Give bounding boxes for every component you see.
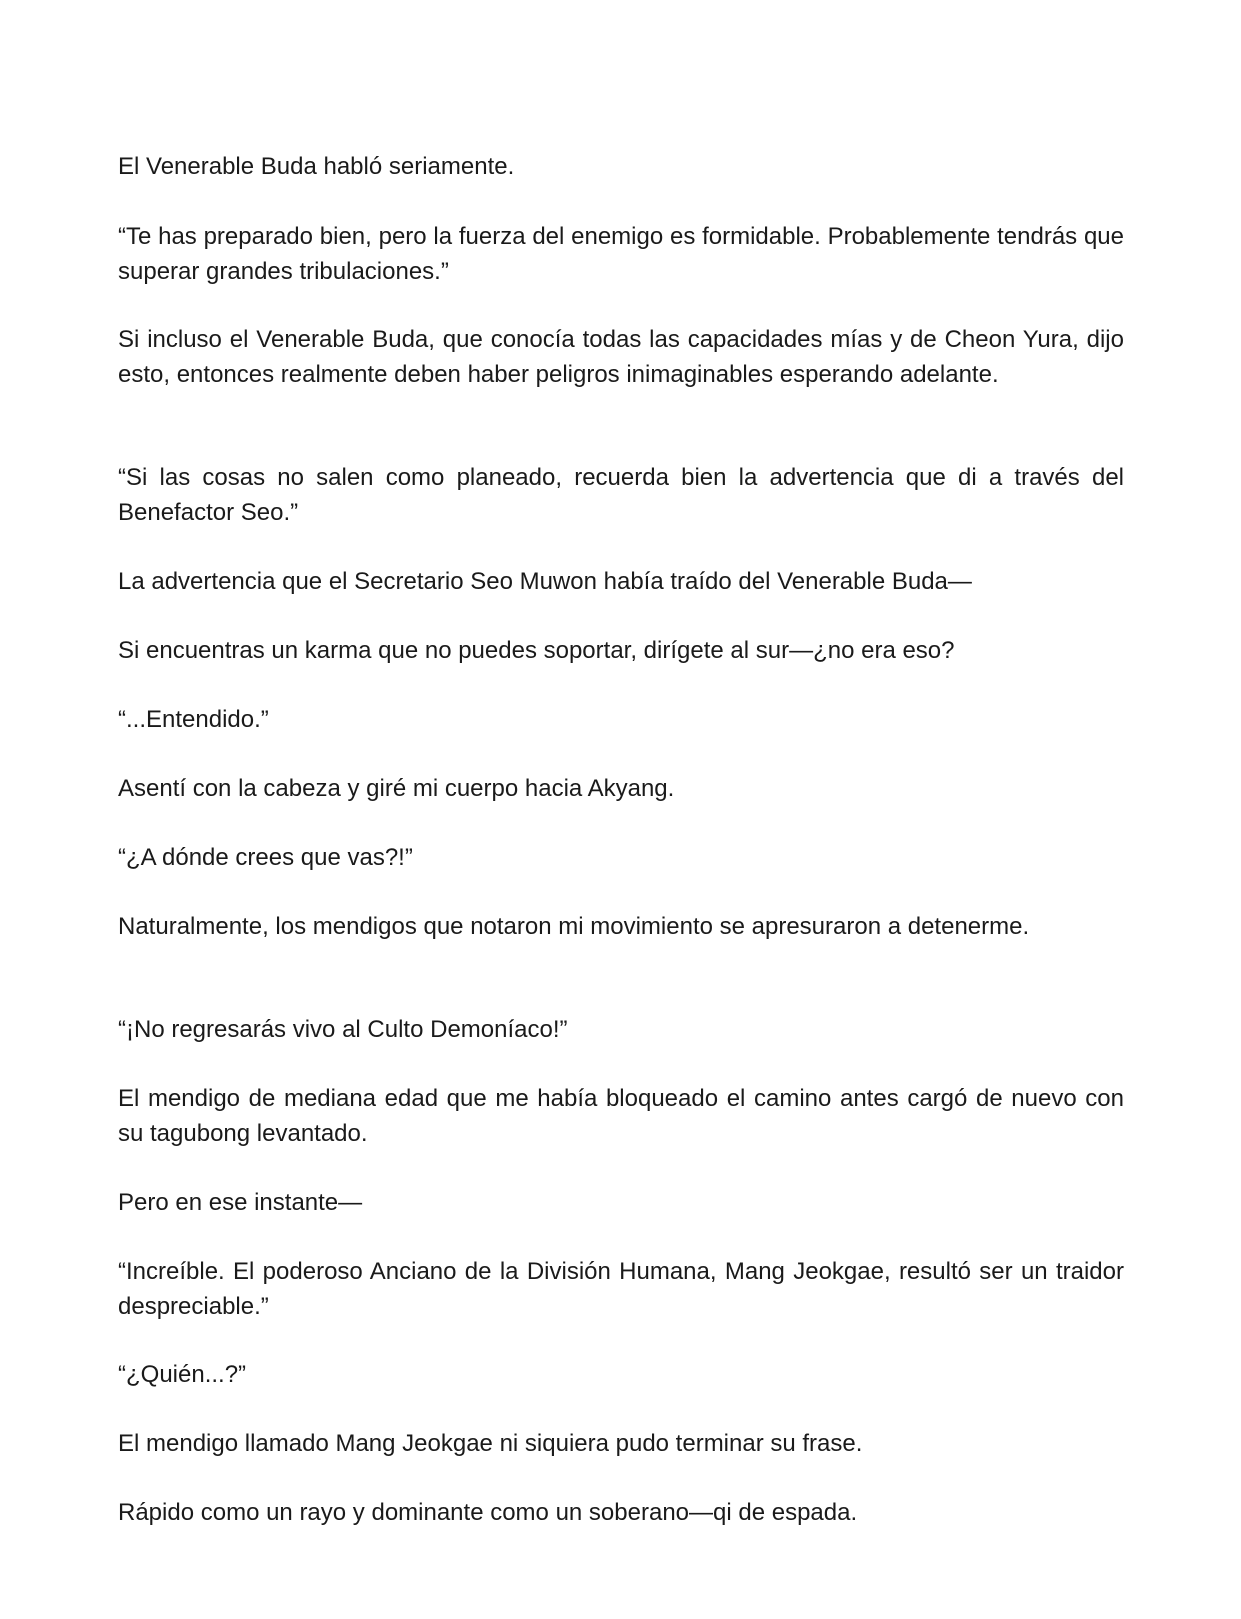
paragraph: “Increíble. El poderoso Anciano de la División Humana, Mang Jeokgae, resultó ser un traidor despreciable.” <box>118 1258 1124 1320</box>
paragraph: El mendigo llamado Mang Jeokgae ni siquiera pudo terminar su frase. <box>118 1430 863 1457</box>
paragraph: Pero en ese instante— <box>118 1189 363 1216</box>
paragraph: “¿A dónde crees que vas?!” <box>118 844 413 871</box>
paragraph: “...Entendido.” <box>118 706 269 733</box>
paragraph: Asentí con la cabeza y giré mi cuerpo hacia Akyang. <box>118 775 675 802</box>
paragraph: “¡No regresarás vivo al Culto Demoníaco!” <box>118 1016 568 1043</box>
paragraph: La advertencia que el Secretario Seo Muwon había traído del Venerable Buda— <box>118 568 972 595</box>
paragraph: Naturalmente, los mendigos que notaron mi movimiento se apresuraron a detenerme. <box>118 913 1030 940</box>
paragraph: El Venerable Buda habló seriamente. <box>118 153 515 180</box>
paragraph: Si encuentras un karma que no puedes soportar, dirígete al sur—¿no era eso? <box>118 637 955 664</box>
paragraph: “Si las cosas no salen como planeado, recuerda bien la advertencia que di a través del Benefactor Seo.” <box>118 464 1124 526</box>
paragraph: Si incluso el Venerable Buda, que conocía todas las capacidades mías y de Cheon Yura, dijo esto, entonces realmente deben haber peligros inimaginables esperando adelante. <box>118 326 1124 388</box>
paragraph: El mendigo de mediana edad que me había bloqueado el camino antes cargó de nuevo con su tagubong levantado. <box>118 1085 1124 1147</box>
paragraph: Rápido como un rayo y dominante como un soberano—qi de espada. <box>118 1499 858 1526</box>
paragraph: “Te has preparado bien, pero la fuerza del enemigo es formidable. Probablemente tendrás que superar grandes tribulaciones.” <box>118 223 1124 285</box>
paragraph: “¿Quién...?” <box>118 1361 247 1388</box>
